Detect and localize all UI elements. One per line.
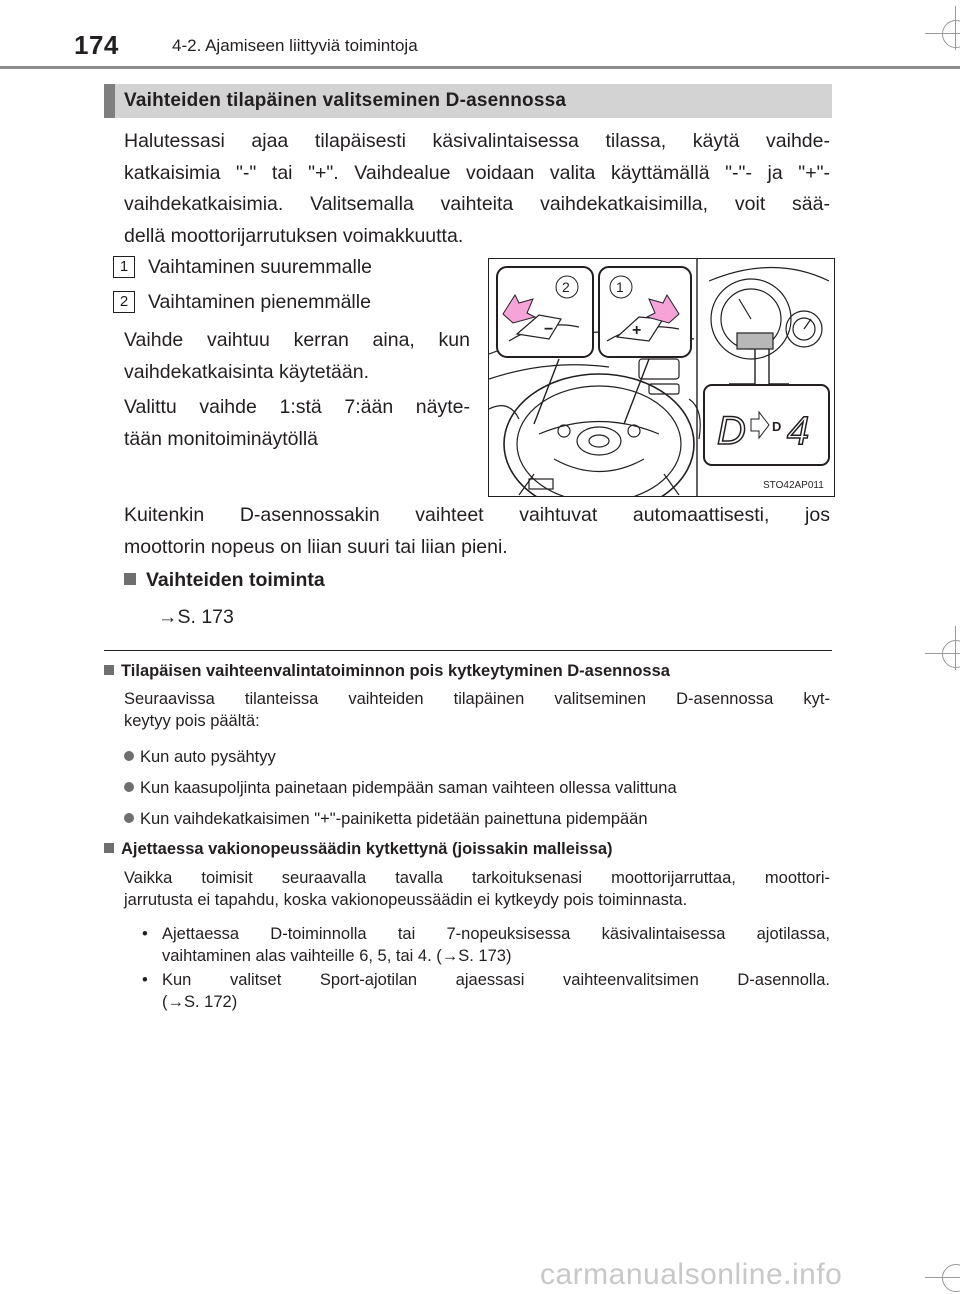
note-heading [104, 662, 670, 681]
display-gear-number: 4 [787, 409, 810, 453]
registration-line [925, 1277, 960, 1278]
callout-number: 2 [113, 291, 135, 313]
after-line: moottorin nopeus on liian suuri tai liian pieni. [124, 535, 508, 558]
page-number: 174 [74, 30, 119, 60]
registration-mark [942, 20, 960, 48]
sub-bullet-marker: • [142, 971, 148, 989]
note-line: vaihdekatkaisinta käytetään. [124, 360, 369, 383]
minus-label: − [544, 321, 554, 338]
watermark: carmanualsonline.info [540, 1258, 843, 1291]
intro-line: vaihdekatkaisimia. Valitsemalla vaihteita vaihdekatkaisimilla, voit sää- [124, 193, 830, 215]
note-line: Vaihde vaihtuu kerran aina, kun [124, 329, 470, 351]
bullet-item [124, 777, 677, 799]
bullet-item [124, 808, 648, 830]
display-d-indicator: D [772, 419, 782, 434]
figure-code: STO42AP011 [763, 480, 824, 491]
intro-line: Halutessasi ajaa tilapäisesti käsivalintaisessa tilassa, käytä vaihde- [124, 130, 830, 152]
registration-line [955, 6, 956, 50]
display-gear-mode: D [717, 409, 746, 453]
round-bullet-icon [124, 813, 134, 823]
sub-bullet-marker: • [142, 925, 148, 943]
bullet-text: Kun auto pysähtyy [140, 748, 276, 766]
square-bullet-icon [104, 665, 114, 675]
note-body [124, 688, 830, 732]
note-line: jarrutusta ei tapahdu, koska vakionopeussäädin ei kytkeydy pois toiminnasta. [124, 891, 688, 909]
illustration-svg [489, 259, 834, 496]
page-reference-link[interactable]: →S. 173 [158, 606, 234, 628]
note-line: Seuraavissa tilanteissa vaihteiden tilapäinen valitseminen D-asennossa kyt- [124, 690, 830, 708]
square-bullet-icon [104, 843, 114, 853]
after-paragraph [124, 500, 830, 563]
intro-line: katkaisimia "-" tai "+". Vaihdealue voidaan valita käyttämällä "-"- ja "+"- [124, 161, 830, 184]
plus-label: + [632, 322, 642, 339]
callout-number: 1 [113, 256, 135, 278]
bullet-item [124, 746, 276, 768]
note-heading [104, 840, 613, 859]
section-heading: Vaihteiden tilapäinen valitseminen D-asennossa [124, 90, 567, 111]
note-heading-text: Tilapäisen vaihteenvalintatoiminnon pois kytkeytyminen D-asennossa [121, 662, 670, 680]
square-bullet-icon [124, 573, 136, 585]
sub-bullet-item [142, 923, 830, 967]
section-heading-accent [104, 84, 115, 118]
intro-paragraph [124, 126, 830, 252]
list-item [113, 256, 372, 279]
list-item-label: Vaihtaminen suuremmalle [148, 256, 372, 278]
note-line: Vaikka toimisit seuraavalla tavalla tarkoituksenasi moottorijarruttaa, moottori- [124, 869, 830, 887]
after-line: Kuitenkin D-asennossakin vaihteet vaihtuvat automaattisesti, jos [124, 504, 830, 526]
round-bullet-icon [124, 782, 134, 792]
callout-number: 1 [616, 279, 624, 295]
note-body [124, 867, 830, 911]
note-heading-text: Ajettaessa vakionopeussäädin kytkettynä (joissakin malleissa) [121, 840, 613, 858]
note-line: tään monitoiminäytöllä [124, 427, 319, 450]
sub-bullet-line: (→S. 172) [162, 993, 238, 1011]
subheading [124, 569, 325, 592]
sub-bullet-line: vaihtaminen alas vaihteille 6, 5, tai 4. (→S. 173) [162, 947, 512, 965]
note-paragraph [124, 392, 470, 455]
registration-mark [942, 1264, 960, 1292]
sub-bullet-line: Kun valitset Sport-ajotilan ajaessasi vaihteenvalitsimen D-asennolla. [162, 971, 830, 989]
bullet-text: Kun kaasupoljinta painetaan pidempään saman vaihteen ollessa valittuna [140, 779, 677, 797]
subheading-text: Vaihteiden toiminta [146, 569, 325, 591]
note-paragraph [124, 325, 470, 388]
callout-number: 2 [562, 279, 570, 295]
note-line: keytyy pois päältä: [124, 712, 260, 730]
list-item-label: Vaihtaminen pienemmälle [148, 291, 371, 313]
section-heading-bar [104, 84, 832, 118]
header-rule [0, 66, 960, 69]
round-bullet-icon [124, 751, 134, 761]
registration-mark [942, 640, 960, 668]
registration-line [955, 626, 956, 670]
section-divider [104, 650, 832, 651]
chapter-title: 4-2. Ajamiseen liittyviä toimintoja [172, 36, 418, 55]
intro-line: dellä moottorijarrutuksen voimakkuutta. [124, 224, 464, 247]
list-item [113, 291, 371, 314]
sub-bullet-item [142, 969, 830, 1013]
note-line: Valittu vaihde 1:stä 7:ään näyte- [124, 396, 470, 418]
bullet-text: Kun vaihdekatkaisimen "+"-painiketta pidetään painettuna pidempään [140, 810, 648, 828]
steering-wheel-illustration [488, 258, 835, 497]
sub-bullet-line: Ajettaessa D-toiminnolla tai 7-nopeuksisessa käsivalintaisessa ajotilassa, [162, 925, 830, 943]
